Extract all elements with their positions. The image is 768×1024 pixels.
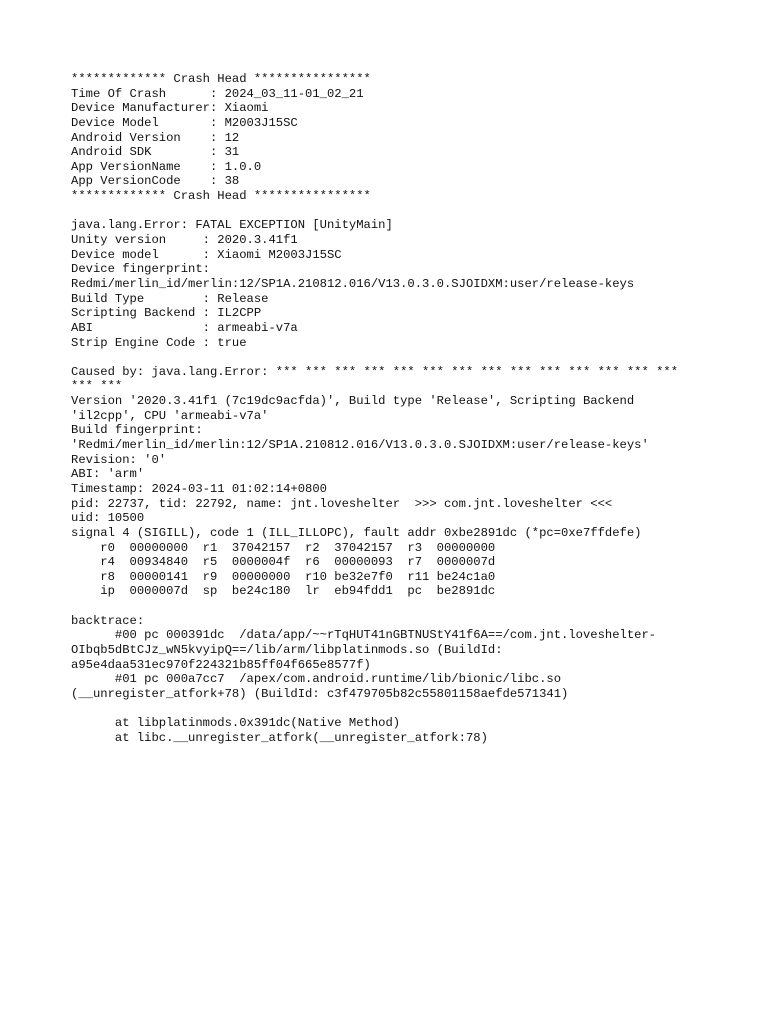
caused-by-line: ABI: 'arm' — [71, 467, 145, 482]
exception-line: Unity version : 2020.3.41f1 — [71, 233, 298, 248]
crash-head-field: Time Of Crash : 2024_03_11-01_02_21 — [71, 86, 364, 101]
crash-head-field: Android SDK : 31 — [71, 145, 240, 160]
backtrace-frame: #00 pc 000391dc /data/app/~~rTqHUT41nGBTNUStY41f6A==/com.jnt.loveshelter- — [71, 628, 657, 643]
backtrace-frame: (__unregister_atfork+78) (BuildId: c3f479705b82c55801158aefde571341) — [71, 686, 569, 701]
backtrace-frame: a95e4daa531ec970f224321b85ff04f665e8577f) — [71, 657, 371, 672]
register-row: r8 00000141 r9 00000000 r10 be32e7f0 r11 be24c1a0 — [71, 569, 496, 584]
backtrace-frame: #01 pc 000a7cc7 /apex/com.android.runtime/lib/bionic/libc.so — [71, 672, 562, 687]
exception-line: ABI : armeabi-v7a — [71, 320, 298, 335]
register-row: r0 00000000 r1 37042157 r2 37042157 r3 00000000 — [71, 540, 496, 555]
spacer — [71, 204, 751, 219]
exception-title: java.lang.Error: FATAL EXCEPTION [UnityMain] — [71, 218, 393, 233]
caused-by-line: Timestamp: 2024-03-11 01:02:14+0800 — [71, 481, 327, 496]
caused-by-line: Version '2020.3.41f1 (7c19dc9acfda)', Build type 'Release', Scripting Backend — [71, 394, 635, 409]
exception-line: Build Type : Release — [71, 291, 269, 306]
caused-by-line: 'Redmi/merlin_id/merlin:12/SP1A.210812.016/V13.0.3.0.SJOIDXM:user/release-keys' — [71, 438, 649, 453]
spacer — [71, 350, 751, 365]
register-row: r4 00934840 r5 0000004f r6 00000093 r7 0000007d — [71, 555, 496, 570]
exception-line: Device fingerprint: — [71, 262, 210, 277]
stack-frame: at libplatinmods.0x391dc(Native Method) — [71, 716, 401, 731]
crash-head-field: App VersionCode : 38 — [71, 174, 240, 189]
exception-line: Device model : Xiaomi M2003J15SC — [71, 247, 342, 262]
caused-by-line: uid: 10500 — [71, 511, 145, 526]
caused-by-line: pid: 22737, tid: 22792, name: jnt.loveshelter >>> com.jnt.loveshelter <<< — [71, 496, 613, 511]
crash-head-field: App VersionName : 1.0.0 — [71, 159, 262, 174]
exception-line: Scripting Backend : IL2CPP — [71, 306, 262, 321]
crash-head-footer: ************* Crash Head **************** — [71, 189, 371, 204]
crash-head-field: Android Version : 12 — [71, 130, 240, 145]
caused-by-line: Revision: '0' — [71, 452, 167, 467]
caused-by-line: Build fingerprint: — [71, 423, 203, 438]
exception-line: Redmi/merlin_id/merlin:12/SP1A.210812.016/V13.0.3.0.SJOIDXM:user/release-keys — [71, 276, 635, 291]
exception-line: Strip Engine Code : true — [71, 335, 247, 350]
crash-head-header: ************* Crash Head **************** — [71, 72, 371, 86]
crash-log-document — [71, 72, 751, 745]
stack-frame: at libc.__unregister_atfork(__unregister_atfork:78) — [71, 730, 488, 745]
backtrace-frame: OIbqb5dBtCJz_wN5kvyipQ==/lib/arm/libplatinmods.so (BuildId: — [71, 642, 503, 657]
crash-head-field: Device Model : M2003J15SC — [71, 115, 298, 130]
backtrace-label: backtrace: — [71, 613, 145, 628]
caused-by-line: 'il2cpp', CPU 'armeabi-v7a' — [71, 408, 269, 423]
register-row: ip 0000007d sp be24c180 lr eb94fdd1 pc be2891dc — [71, 584, 496, 599]
caused-by-line: Caused by: java.lang.Error: *** *** *** *** *** *** *** *** *** *** *** *** *** *** — [71, 364, 679, 379]
caused-by-line: signal 4 (SIGILL), code 1 (ILL_ILLOPC), fault addr 0xbe2891dc (*pc=0xe7ffdefe) — [71, 525, 642, 540]
crash-head-field: Device Manufacturer: Xiaomi — [71, 101, 269, 116]
spacer — [71, 702, 751, 717]
spacer — [71, 599, 751, 614]
caused-by-line: *** *** — [71, 379, 123, 394]
